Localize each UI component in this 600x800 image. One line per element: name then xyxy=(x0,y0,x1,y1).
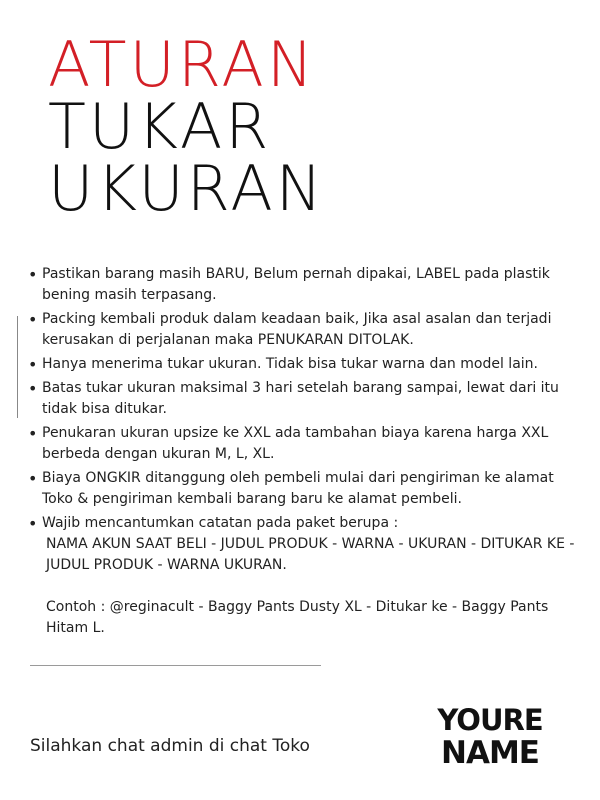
logo-line-name: NAME xyxy=(441,735,539,768)
rule-item: • Hanya menerima tukar ukuran. Tidak bisa tukar warna dan model lain. xyxy=(30,354,575,375)
rule-item: • Penukaran ukuran upsize ke XXL ada tambahan biaya karena harga XXL berbeda dengan ukuran M, L, XL. xyxy=(30,423,575,465)
rule-item: • Pastikan barang masih BARU, Belum pernah dipakai, LABEL pada plastik bening masih terpasang. xyxy=(30,264,575,306)
title-line-aturan: ATURAN xyxy=(48,28,317,101)
note-format: NAMA AKUN SAAT BELI - JUDUL PRODUK - WARNA - UKURAN - DITUKAR KE - JUDUL PRODUK - WARNA UKURAN. xyxy=(46,536,575,573)
footer-chat-note: Silahkan chat admin di chat Toko xyxy=(30,736,310,756)
decorative-vertical-line xyxy=(17,316,18,418)
logo-line-youre: YOURE xyxy=(437,703,543,737)
rule-note-label: Wajib mencantumkan catatan pada paket berupa : xyxy=(42,515,399,531)
note-example: Contoh : @reginacult - Baggy Pants Dusty XL - Ditukar ke - Baggy Pants Hitam L. xyxy=(46,599,549,636)
page-title xyxy=(48,28,326,225)
rules-list xyxy=(30,264,575,642)
title-line-tukar: TUKAR xyxy=(48,90,272,163)
brand-logo xyxy=(425,700,555,768)
rule-item: • Batas tukar ukuran maksimal 3 hari setelah barang sampai, lewat dari itu tidak bisa ditukar. xyxy=(30,378,575,420)
rule-item: • Biaya ONGKIR ditanggung oleh pembeli mulai dari pengiriman ke alamat Toko & pengiriman kembali barang baru ke alamat pembeli. xyxy=(30,468,575,510)
rule-item: • Packing kembali produk dalam keadaan baik, Jika asal asalan dan terjadi kerusakan di perjalanan maka PENUKARAN DITOLAK. xyxy=(30,309,575,351)
divider-line xyxy=(30,665,321,666)
rule-item xyxy=(30,513,575,639)
title-line-ukuran: UKURAN xyxy=(48,152,326,225)
